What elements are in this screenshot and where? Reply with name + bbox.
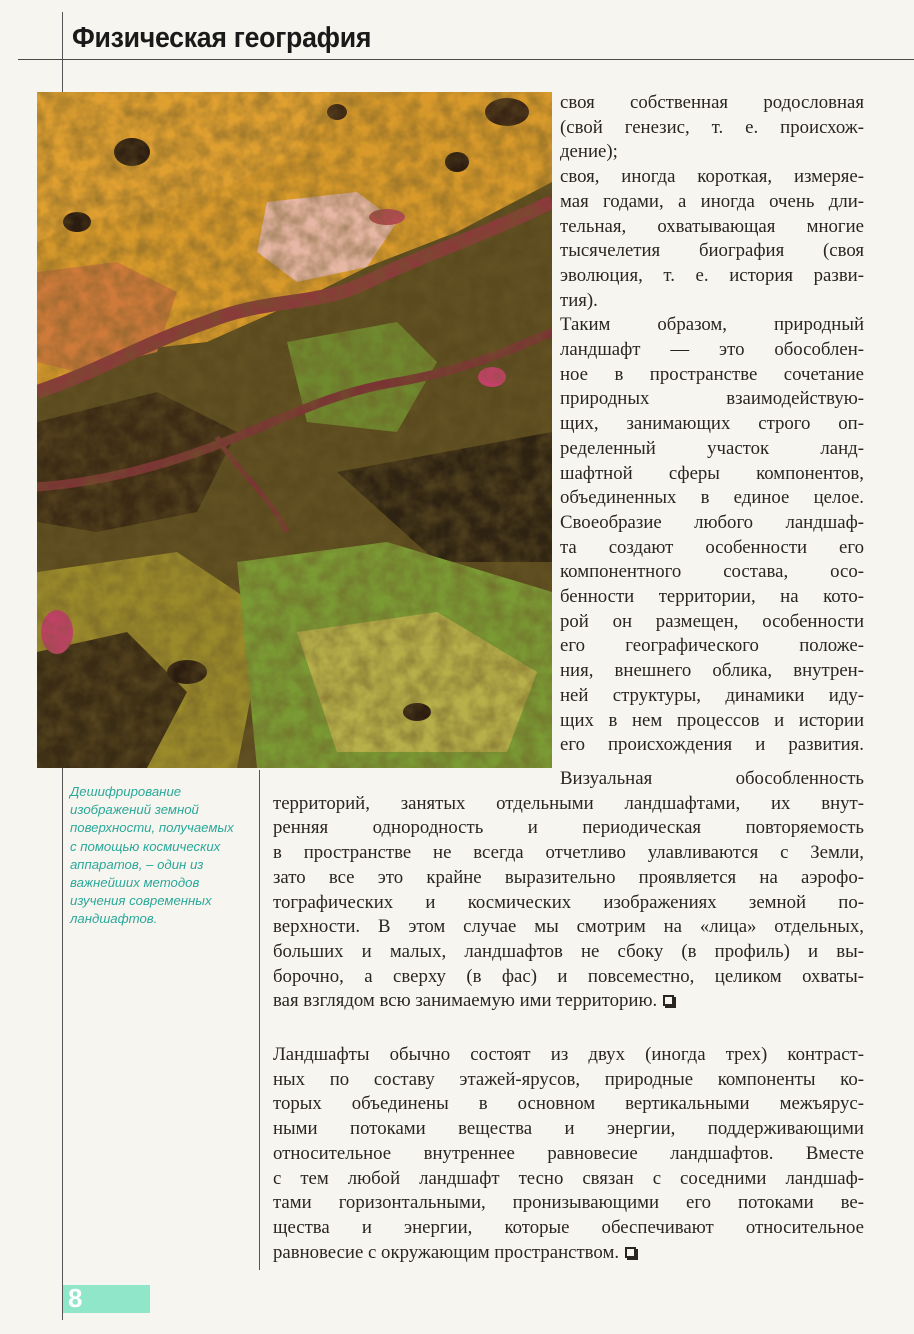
text-line: тия). <box>560 289 598 311</box>
text-line: ния, внешнего облика, внутрен- <box>560 660 864 682</box>
caption-line: изображений земной <box>70 802 199 818</box>
text-line: щества и энергии, которые обеспечивают относительное <box>273 1216 864 1238</box>
text-line: его географического положе- <box>560 635 864 657</box>
text-line: Таким образом, природный <box>560 314 864 336</box>
text-line: тами горизонтальными, пронизывающими его потоками ве- <box>273 1192 864 1214</box>
image-caption <box>70 783 258 929</box>
satellite-landscape-image <box>37 92 552 768</box>
text-line: Визуальная обособленность <box>560 768 864 789</box>
text-line: ными потоками вещества и энергии, поддерживающими <box>273 1118 864 1140</box>
column-divider-rule <box>259 770 260 1270</box>
text-line: с тем любой ландшафт тесно связан с соседними ландшаф- <box>273 1167 864 1189</box>
text-line: его происхождения и развития. <box>560 734 864 756</box>
end-mark-icon <box>663 995 674 1006</box>
wide-paragraph-1 <box>273 767 864 1014</box>
text-line: ней структуры, динамики иду- <box>560 684 864 706</box>
text-line: щих, занимающих строго оп- <box>560 413 864 435</box>
text-line: ландшафт — это обособлен- <box>560 339 864 361</box>
text-line <box>273 989 864 1014</box>
header-rule <box>18 59 914 60</box>
text-line <box>273 1241 864 1266</box>
text-line: тельная, охватывающая многие <box>560 215 864 237</box>
text-line: рой он размещен, особенности <box>560 610 864 632</box>
text-line: территорий, занятых отдельными ландшафтами, их внут- <box>273 792 864 814</box>
text-line: борочно, а сверху (в фас) и повсеместно, целиком охваты- <box>273 965 864 987</box>
caption-line: изучения современных <box>70 893 212 909</box>
text-line: верхности. В этом случае мы смотрим на «лица» отдельных, <box>273 916 864 938</box>
text-line: мая годами, а иногда очень дли- <box>560 190 864 212</box>
text-line: торых объединены в основном вертикальными межъярус- <box>273 1093 864 1115</box>
text-line: (свой генезис, т. е. происхож- <box>560 116 864 138</box>
text-line: зато все это крайне выразительно проявляется на аэрофо- <box>273 866 864 888</box>
caption-line: аппаратов, – один из <box>70 856 204 872</box>
right-column-text <box>560 91 864 758</box>
caption-line: Дешифрирование <box>70 784 182 799</box>
text-line: та создают особенности его <box>560 536 864 558</box>
text-line: тографических и космических изображениях земной по- <box>273 891 864 913</box>
text-line: ное в пространстве сочетание <box>560 363 864 385</box>
text-line-content: вая взглядом всю занимаемую ими территорию. <box>273 990 658 1012</box>
text-line: компонентного состава, осо- <box>560 561 864 583</box>
text-line: эволюция, т. е. история разви- <box>560 264 864 286</box>
text-line: дение); <box>560 141 618 163</box>
text-line: в пространстве не всегда отчетливо улавливаются с Земли, <box>273 842 864 864</box>
text-line: своя собственная родословная <box>560 92 864 113</box>
text-line-content: равновесие с окружающим пространством. <box>273 1241 620 1263</box>
satellite-image-svg <box>37 92 552 768</box>
wide-paragraph-2 <box>273 1043 864 1265</box>
text-line: ределенный участок ланд- <box>560 437 864 459</box>
end-mark-icon <box>625 1247 636 1258</box>
text-line: объединенных в единое целое. <box>560 487 864 509</box>
text-line: тысячелетия биография (своя <box>560 240 864 262</box>
text-line: природных взаимодействую- <box>560 388 864 410</box>
text-line: Своеобразие любого ландшаф- <box>560 511 864 533</box>
text-line: бенности территории, на кото- <box>560 586 864 608</box>
page-header-title: Физическая география <box>72 22 372 54</box>
text-line: Ландшафты обычно состоят из двух (иногда трех) контраст- <box>273 1044 864 1065</box>
caption-line: важнейших методов <box>70 875 200 891</box>
text-line: ных по составу этажей-ярусов, природные компоненты ко- <box>273 1068 864 1090</box>
text-line: больших и малых, ландшафтов не сбоку (в профиль) и вы- <box>273 940 864 962</box>
caption-line: поверхности, получаемых <box>70 820 234 836</box>
text-line: щих в нем процессов и истории <box>560 709 864 731</box>
page-number: 8 <box>68 1283 83 1313</box>
caption-line: с помощью космических <box>70 838 221 854</box>
text-line: шафтной сферы компонентов, <box>560 462 864 484</box>
text-line: относительное внутреннее равновесие ландшафтов. Вместе <box>273 1142 864 1164</box>
text-line: ренняя однородность и периодическая повторяемость <box>273 817 864 839</box>
text-line: своя, иногда короткая, измеряе- <box>560 166 864 188</box>
caption-line: ландшафтов. <box>70 911 158 927</box>
